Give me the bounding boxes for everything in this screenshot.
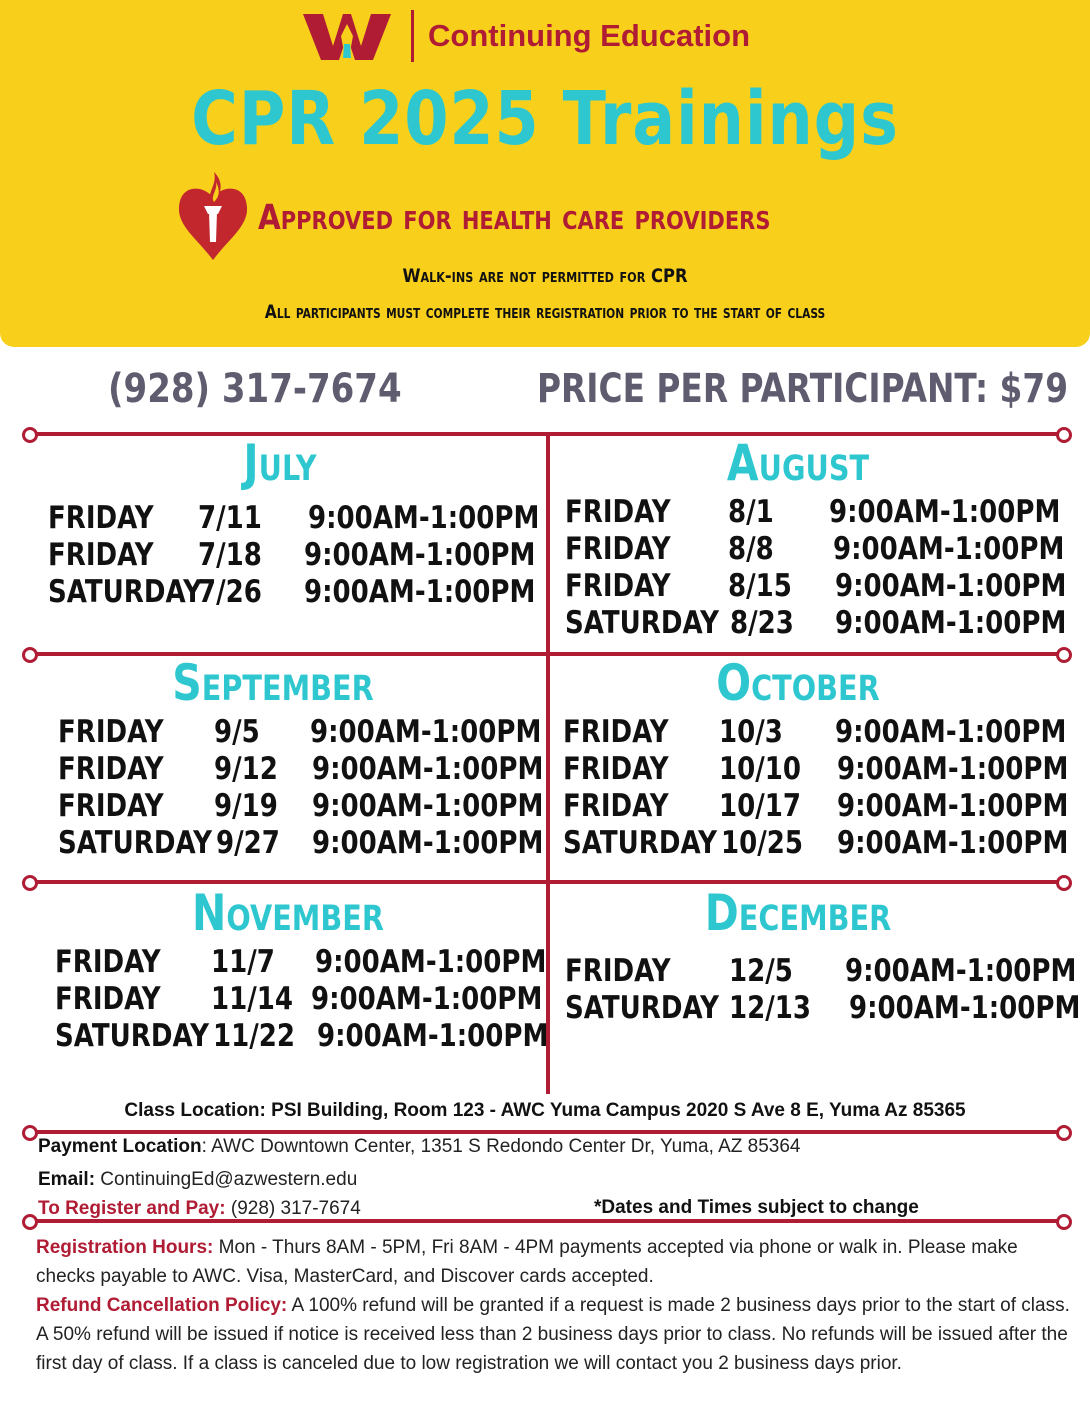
register-label: To Register and Pay: xyxy=(38,1198,226,1219)
hours-text: Mon - Thurs 8AM - 5PM, Fri 8AM - 4PM payments accepted via phone or walk in. Please make checks payable to AWC. Visa, MasterCard, and Discover cards accepted. xyxy=(36,1237,1018,1287)
session-day: FRIDAY xyxy=(55,981,161,1017)
refund-label: Refund Cancellation Policy: xyxy=(36,1295,288,1316)
session-time: 9:00AM-1:00PM xyxy=(835,568,1067,604)
session-day: SATURDAY xyxy=(565,605,719,641)
divider-line xyxy=(30,1130,1063,1134)
register-line xyxy=(38,1198,361,1220)
session-time: 9:00AM-1:00PM xyxy=(311,981,543,1017)
session-date: 9/5 xyxy=(214,714,260,750)
session-date: 11/14 xyxy=(211,981,293,1017)
month-december-heading: December xyxy=(704,884,892,942)
session-day: FRIDAY xyxy=(563,751,669,787)
session-date: 7/18 xyxy=(198,537,262,573)
session-date: 7/11 xyxy=(198,500,262,536)
registration-hours xyxy=(36,1233,1076,1291)
session-day: FRIDAY xyxy=(58,751,164,787)
payment-label: Payment Location xyxy=(38,1136,202,1157)
session-day: FRIDAY xyxy=(563,788,669,824)
session-day: FRIDAY xyxy=(58,714,164,750)
session-time: 9:00AM-1:00PM xyxy=(837,825,1069,861)
session-time: 9:00AM-1:00PM xyxy=(312,788,544,824)
refund-policy xyxy=(36,1291,1076,1378)
session-date: 9/27 xyxy=(216,825,280,861)
session-date: 10/10 xyxy=(719,751,801,787)
heart-torch-icon xyxy=(176,168,250,264)
session-time: 9:00AM-1:00PM xyxy=(835,605,1067,641)
session-time: 9:00AM-1:00PM xyxy=(835,714,1067,750)
session-day: FRIDAY xyxy=(565,494,671,530)
session-time: 9:00AM-1:00PM xyxy=(317,1018,549,1054)
column-divider xyxy=(546,434,550,1094)
divider-dot-icon xyxy=(22,427,38,443)
approved-heading: Approved for health care providers xyxy=(258,198,771,238)
divider-dot-icon xyxy=(22,1214,38,1230)
session-time: 9:00AM-1:00PM xyxy=(304,537,536,573)
session-date: 10/25 xyxy=(721,825,803,861)
email-line xyxy=(38,1169,357,1191)
session-day: FRIDAY xyxy=(55,944,161,980)
session-time: 9:00AM-1:00PM xyxy=(845,953,1077,989)
session-time: 9:00AM-1:00PM xyxy=(849,990,1081,1026)
session-date: 7/26 xyxy=(198,574,262,610)
subject-to-change-note: *Dates and Times subject to change xyxy=(594,1197,919,1218)
session-day: SATURDAY xyxy=(55,1018,209,1054)
session-time: 9:00AM-1:00PM xyxy=(837,788,1069,824)
session-time: 9:00AM-1:00PM xyxy=(310,714,542,750)
month-october-heading: October xyxy=(716,654,880,712)
session-day: FRIDAY xyxy=(48,500,154,536)
payment-location xyxy=(38,1136,801,1158)
department-name: Continuing Education xyxy=(428,18,751,53)
divider-dot-icon xyxy=(1056,875,1072,891)
session-day: FRIDAY xyxy=(565,953,671,989)
session-date: 8/8 xyxy=(728,531,774,567)
month-september-heading: September xyxy=(172,654,374,712)
session-day: FRIDAY xyxy=(563,714,669,750)
email-link[interactable]: ContinuingEd@azwestern.edu xyxy=(95,1169,358,1190)
session-date: 9/19 xyxy=(214,788,278,824)
divider-dot-icon xyxy=(1056,647,1072,663)
divider-dot-icon xyxy=(22,647,38,663)
email-label: Email: xyxy=(38,1169,96,1190)
header-banner xyxy=(0,0,1090,347)
session-time: 9:00AM-1:00PM xyxy=(304,574,536,610)
session-time: 9:00AM-1:00PM xyxy=(315,944,547,980)
session-date: 8/1 xyxy=(728,494,774,530)
price-per-participant: PRICE PER PARTICIPANT: $79 xyxy=(537,366,1069,412)
logo-divider xyxy=(411,10,414,62)
session-date: 9/12 xyxy=(214,751,278,787)
session-date: 11/7 xyxy=(211,944,275,980)
session-date: 8/15 xyxy=(728,568,792,604)
session-time: 9:00AM-1:00PM xyxy=(837,751,1069,787)
session-day: SATURDAY xyxy=(563,825,717,861)
register-phone[interactable]: (928) 317-7674 xyxy=(225,1198,361,1219)
session-time: 9:00AM-1:00PM xyxy=(833,531,1065,567)
divider-dot-icon xyxy=(22,1125,38,1141)
walkin-notice: Walk-ins are not permitted for CPR xyxy=(402,265,688,287)
month-july-heading: July xyxy=(243,434,317,492)
page-title: CPR 2025 Trainings xyxy=(191,76,899,162)
session-date: 12/5 xyxy=(729,953,793,989)
session-day: SATURDAY xyxy=(48,574,202,610)
session-day: SATURDAY xyxy=(565,990,719,1026)
registration-notice: All participants must complete their registration prior to the start of class xyxy=(264,301,826,323)
session-day: FRIDAY xyxy=(565,531,671,567)
session-time: 9:00AM-1:00PM xyxy=(829,494,1061,530)
session-date: 11/22 xyxy=(213,1018,295,1054)
divider-dot-icon xyxy=(1056,427,1072,443)
month-november-heading: November xyxy=(192,884,384,942)
phone-number: (928) 317-7674 xyxy=(108,366,402,412)
session-day: FRIDAY xyxy=(48,537,154,573)
session-day: FRIDAY xyxy=(565,568,671,604)
session-time: 9:00AM-1:00PM xyxy=(308,500,540,536)
session-day: SATURDAY xyxy=(58,825,212,861)
session-date: 10/3 xyxy=(719,714,783,750)
session-date: 12/13 xyxy=(729,990,811,1026)
class-location: Class Location: PSI Building, Room 123 - AWC Yuma Campus 2020 S Ave 8 E, Yuma Az 85365 xyxy=(124,1100,966,1121)
session-time: 9:00AM-1:00PM xyxy=(312,751,544,787)
payment-value: : AWC Downtown Center, 1351 S Redondo Center Dr, Yuma, AZ 85364 xyxy=(201,1136,801,1157)
session-time: 9:00AM-1:00PM xyxy=(312,825,544,861)
session-date: 8/23 xyxy=(730,605,794,641)
divider-dot-icon xyxy=(1056,1214,1072,1230)
hours-label: Registration Hours: xyxy=(36,1237,214,1258)
session-day: FRIDAY xyxy=(58,788,164,824)
session-date: 10/17 xyxy=(719,788,801,824)
refund-text: A 100% refund will be granted if a request is made 2 business days prior to the start of class. A 50% refund will be issued if notice is received less than 2 business days prior to class. No refunds will be issued after the first day of class. If a class is canceled due to low registration we will contact you 2 business days prior. xyxy=(36,1295,1070,1374)
awc-logo-icon xyxy=(303,12,391,62)
divider-dot-icon xyxy=(22,875,38,891)
divider-dot-icon xyxy=(1056,1125,1072,1141)
month-august-heading: August xyxy=(726,434,870,492)
